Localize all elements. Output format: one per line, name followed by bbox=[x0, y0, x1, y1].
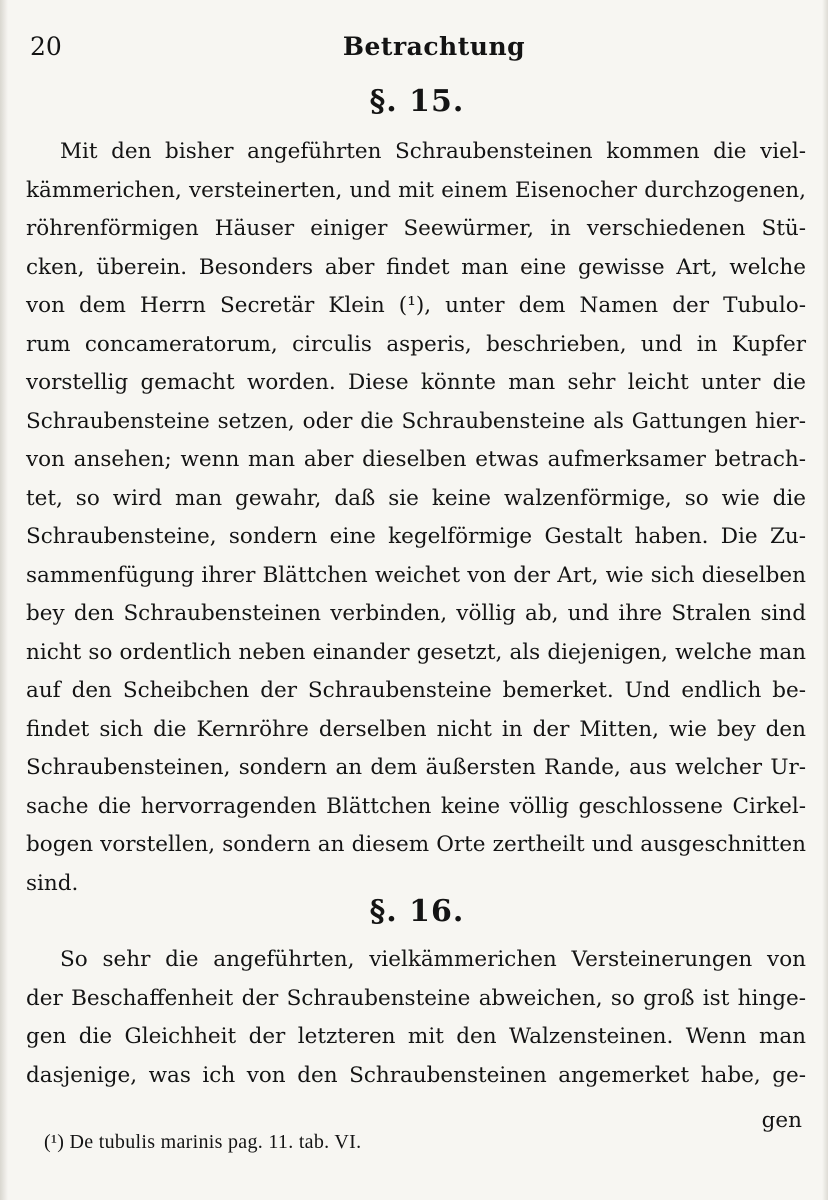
text-line: bey den Schraubensteinen verbinden, völlig ab, und ihre Stralen sind bbox=[26, 601, 806, 626]
scan-shadow-right bbox=[822, 0, 828, 1200]
text-line: nicht so ordentlich neben einander gesetzt, als diejenigen, welche man bbox=[26, 639, 806, 665]
text-line: von ansehen; wenn man aber dieselben etwas aufmerksamer betrach- bbox=[26, 447, 806, 472]
text-line: So sehr die angeführten, vielkämmerichen Versteinerungen von bbox=[60, 947, 806, 972]
text-line: kämmerichen, versteinerten, und mit einem Eisenocher durchzogenen, bbox=[26, 177, 806, 203]
text-line: der Beschaffenheit der Schraubensteine abweichen, so groß ist hinge- bbox=[26, 985, 806, 1011]
text-line: Schraubensteine, sondern eine kegelförmige Gestalt haben. Die Zu- bbox=[26, 524, 806, 549]
text-line: findet sich die Kernröhre derselben nicht in der Mitten, wie bey den bbox=[26, 716, 806, 742]
text-line: bogen vorstellen, sondern an diesem Orte zertheilt und ausgeschnitten bbox=[26, 832, 806, 857]
text-line: sache die hervorragenden Blättchen keine völlig geschlossene Cirkel- bbox=[26, 793, 806, 819]
text-line: Schraubensteine setzen, oder die Schraubensteine als Gattungen hier- bbox=[26, 408, 806, 434]
catchword: gen bbox=[761, 1108, 802, 1133]
page-number: 20 bbox=[30, 32, 62, 61]
section-16-text bbox=[26, 941, 806, 1095]
text-line: cken, überein. Besonders aber findet man eine gewisse Art, welche bbox=[26, 254, 806, 280]
text-line: Schraubensteinen, sondern an dem äußersten Rande, aus welcher Ur- bbox=[26, 755, 806, 780]
page-header bbox=[28, 28, 800, 68]
text-line: tet, so wird man gewahr, daß sie keine walzenförmige, so wie die bbox=[26, 485, 806, 511]
text-line: auf den Scheibchen der Schraubensteine bemerket. Und endlich be- bbox=[26, 678, 806, 703]
section-heading-16: §. 16. bbox=[369, 894, 465, 929]
text-line: sind. bbox=[26, 870, 79, 896]
running-head: Betrachtung bbox=[342, 32, 526, 61]
section-heading-15: §. 15. bbox=[369, 84, 465, 119]
text-line: dasjenige, was ich von den Schraubensteinen angemerket habe, ge- bbox=[26, 1062, 806, 1088]
text-line: vorstellig gemacht worden. Diese könnte man sehr leicht unter die bbox=[26, 370, 806, 395]
footnote: (¹) De tubulis marinis pag. 11. tab. VI. bbox=[44, 1131, 362, 1153]
text-line: röhrenförmigen Häuser einiger Seewürmer, in verschiedenen Stü- bbox=[26, 216, 806, 241]
text-line: rum concameratorum, circulis asperis, beschrieben, und in Kupfer bbox=[26, 331, 806, 357]
scan-shadow-left bbox=[0, 0, 8, 1200]
section-15-text bbox=[26, 133, 806, 903]
text-line: Mit den bisher angeführten Schraubensteinen kommen die viel- bbox=[60, 139, 806, 164]
text-line: von dem Herrn Secretär Klein (¹), unter dem Namen der Tubulo- bbox=[26, 293, 806, 318]
text-line: gen die Gleichheit der letzteren mit den Walzensteinen. Wenn man bbox=[26, 1024, 806, 1049]
text-line: sammenfügung ihrer Blättchen weichet von der Art, wie sich dieselben bbox=[26, 562, 806, 588]
